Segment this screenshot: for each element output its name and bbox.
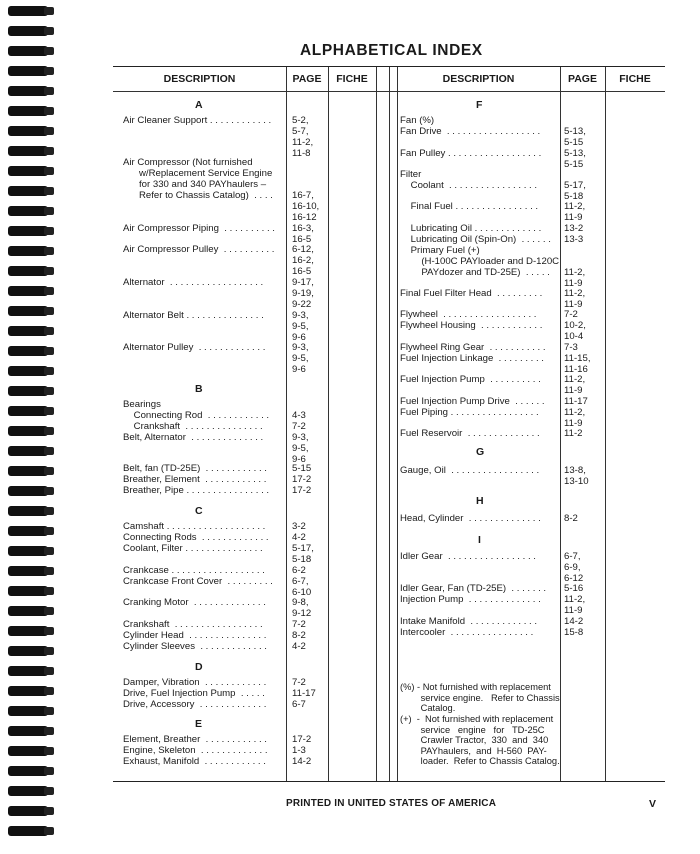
header-fiche-right: FICHE <box>619 73 651 85</box>
section-i: I <box>478 534 481 546</box>
header-page-left: PAGE <box>292 73 322 85</box>
page-ref: 5-13, 5-15 <box>564 126 586 148</box>
index-entry: Alternator Belt . . . . . . . . . . . . . . . <box>123 310 264 321</box>
header-description-left: DESCRIPTION <box>163 73 236 85</box>
index-entry: Fuel Injection Pump . . . . . . . . . . <box>400 374 541 385</box>
index-entry: Air Compressor Piping . . . . . . . . . . <box>123 223 275 234</box>
index-entry: Fuel Reservoir . . . . . . . . . . . . . . <box>400 428 540 439</box>
page-ref: 8-2 <box>564 513 578 524</box>
page-title: ALPHABETICAL INDEX <box>300 42 483 59</box>
index-entry: Alternator Pulley . . . . . . . . . . . . . <box>123 342 266 353</box>
header-fiche-left: FICHE <box>336 73 368 85</box>
page-ref: 13-8, 13-10 <box>564 465 589 487</box>
index-entry: Gauge, Oil . . . . . . . . . . . . . . . . . <box>400 465 540 476</box>
footer-text: PRINTED IN UNITED STATES OF AMERICA <box>286 798 497 809</box>
section-e: E <box>195 718 203 730</box>
index-entry: Idler Gear, Fan (TD-25E) . . . . . . . Injection Pump . . . . . . . . . . . . . . <box>400 583 547 605</box>
index-entry: Fan (%) Fan Drive . . . . . . . . . . . . . . . . . . <box>400 115 541 137</box>
index-entry: Crankshaft . . . . . . . . . . . . . . . . . Cylinder Head . . . . . . . . . . . . . . . Cylinder Sleeves . . . . . . . . . . . . . <box>123 619 267 652</box>
index-entry: Bearings Connecting Rod . . . . . . . . . . . . Crankshaft . . . . . . . . . . . . . . . Belt, Alternator . . . . . . . . . . . . . . <box>123 399 270 443</box>
index-entry: Flywheel Ring Gear . . . . . . . . . . . Fuel Injection Linkage . . . . . . . . . <box>400 342 546 364</box>
page-number: V <box>649 798 657 810</box>
page-ref: 5-2, 5-7, 11-2, 11-8 <box>292 115 314 159</box>
section-b: B <box>195 383 203 395</box>
index-entry: Crankcase . . . . . . . . . . . . . . . . . . Crankcase Front Cover . . . . . . . . . <box>123 565 273 587</box>
page-ref: 16-3, 16-5 <box>292 223 314 245</box>
page-ref: 13-2 13-3 11-2, 11-9 <box>564 223 586 289</box>
index-entry: Final Fuel . . . . . . . . . . . . . . . . <box>400 201 539 212</box>
page-ref: 5-17, 5-18 <box>564 180 586 202</box>
index-entry: Camshaft . . . . . . . . . . . . . . . . . . . Connecting Rods . . . . . . . . . . . . . Coolant, Filter . . . . . . . . . . . . . . . <box>123 521 269 554</box>
section-g: G <box>476 446 485 458</box>
page-ref: 9-8, 9-12 <box>292 597 312 619</box>
section-h: H <box>476 495 484 507</box>
page-ref: 7-3 11-15, 11-16 <box>564 342 591 375</box>
index-entry: Lubricating Oil . . . . . . . . . . . . . Lubricating Oil (Spin-On) . . . . . . Primary Fuel (+) (H-100C PAYloader and D-120C PAYdozer and TD-25E) . . . . . <box>410 223 560 278</box>
index-entry: Idler Gear . . . . . . . . . . . . . . . . . <box>400 551 536 562</box>
index-entry: Intake Manifold . . . . . . . . . . . . . Intercooler . . . . . . . . . . . . . . . . <box>400 616 538 638</box>
page-ref: 7-2 10-2, 10-4 <box>564 309 586 342</box>
page-ref: 6-7, 6-9, 6-12 <box>564 551 584 584</box>
page-ref: 7-2 8-2 4-2 <box>292 619 306 652</box>
footnote-percent: (%) - Not furnished with replacement service engine. Refer to Chassis Catalog. <box>400 682 560 714</box>
header-description-right: DESCRIPTION <box>442 73 515 85</box>
page-ref: 16-7, 16-10, 16-12 <box>292 190 320 223</box>
header-page-right: PAGE <box>568 73 597 85</box>
page-ref: 6-2 6-7, 6-10 <box>292 565 312 598</box>
page-ref: 4-3 7-2 9-3, 9-5, 9-6 <box>292 410 309 465</box>
section-a: A <box>195 99 203 111</box>
section-f: F <box>476 99 483 111</box>
page-ref: 11-2, 11-9 <box>564 288 586 310</box>
page-ref: 6-12, 16-2, 16-5 <box>292 244 314 277</box>
page-ref: 9-3, 9-5, 9-6 <box>292 342 309 375</box>
footnote-plus: (+) - Not furnished with replacement service engine for TD-25C Crawler Tractor, 330 and 340 PAYhaulers, and H-560 PAY- loader. Refer to Chassis Catalog. <box>400 714 560 767</box>
index-entry: Fan Pulley . . . . . . . . . . . . . . . . . . <box>400 148 542 159</box>
spiral-binding <box>0 0 62 854</box>
index-entry: Final Fuel Filter Head . . . . . . . . . <box>400 288 543 299</box>
index-entry: Belt, fan (TD-25E) . . . . . . . . . . . . Breather, Element . . . . . . . . . . . . Breather, Pipe . . . . . . . . . . . . . . . . <box>123 463 270 496</box>
page-ref: 9-17, 9-19, 9-22 <box>292 277 314 310</box>
index-entry: Air Cleaner Support . . . . . . . . . . . . <box>123 115 272 126</box>
index-entry: Air Compressor (Not furnished w/Replacement Service Engine for 330 and 340 PAYhaulers – Refer to Chassis Catalog) . . . . <box>123 157 273 201</box>
index-table <box>113 66 665 782</box>
section-c: C <box>195 505 203 517</box>
index-entry: Flywheel . . . . . . . . . . . . . . . . . . Flywheel Housing . . . . . . . . . . . . <box>400 309 543 331</box>
page-ref: 5-16 11-2, 11-9 <box>564 583 586 616</box>
page-ref: 5-15 17-2 17-2 <box>292 463 312 496</box>
page-ref: 11-2, 11-9 <box>564 374 586 396</box>
page-ref: 11-2 <box>564 428 583 439</box>
page-ref: 14-2 15-8 <box>564 616 584 638</box>
page-ref: 9-3, 9-5, 9-6 <box>292 310 309 343</box>
index-entry: Fuel Injection Pump Drive . . . . . . Fuel Piping . . . . . . . . . . . . . . . . . <box>400 396 545 418</box>
section-d: D <box>195 661 203 673</box>
index-entry: Element, Breather . . . . . . . . . . . . Engine, Skeleton . . . . . . . . . . . . . Exhaust, Manifold . . . . . . . . . . . . <box>123 734 268 767</box>
index-entry: Cranking Motor . . . . . . . . . . . . . . <box>123 597 266 608</box>
page-ref: 7-2 11-17 6-7 <box>292 677 316 710</box>
index-entry: Alternator . . . . . . . . . . . . . . . . . . <box>123 277 264 288</box>
index-entry: Air Compressor Pulley . . . . . . . . . . <box>123 244 275 255</box>
page-ref: 3-2 4-2 5-17, 5-18 <box>292 521 314 565</box>
page-ref: 17-2 1-3 14-2 <box>292 734 312 767</box>
page-ref: 11-17 11-2, 11-9 <box>564 396 588 429</box>
index-entry: Filter Coolant . . . . . . . . . . . . . . . . . <box>400 169 538 191</box>
index-entry: Head, Cylinder . . . . . . . . . . . . . . <box>400 513 541 524</box>
page-ref: 11-2, 11-9 <box>564 201 586 223</box>
index-entry: Damper, Vibration . . . . . . . . . . . . Drive, Fuel Injection Pump . . . . . Drive, Accessory . . . . . . . . . . . . . <box>123 677 267 710</box>
page-ref: 5-13, 5-15 <box>564 148 586 170</box>
